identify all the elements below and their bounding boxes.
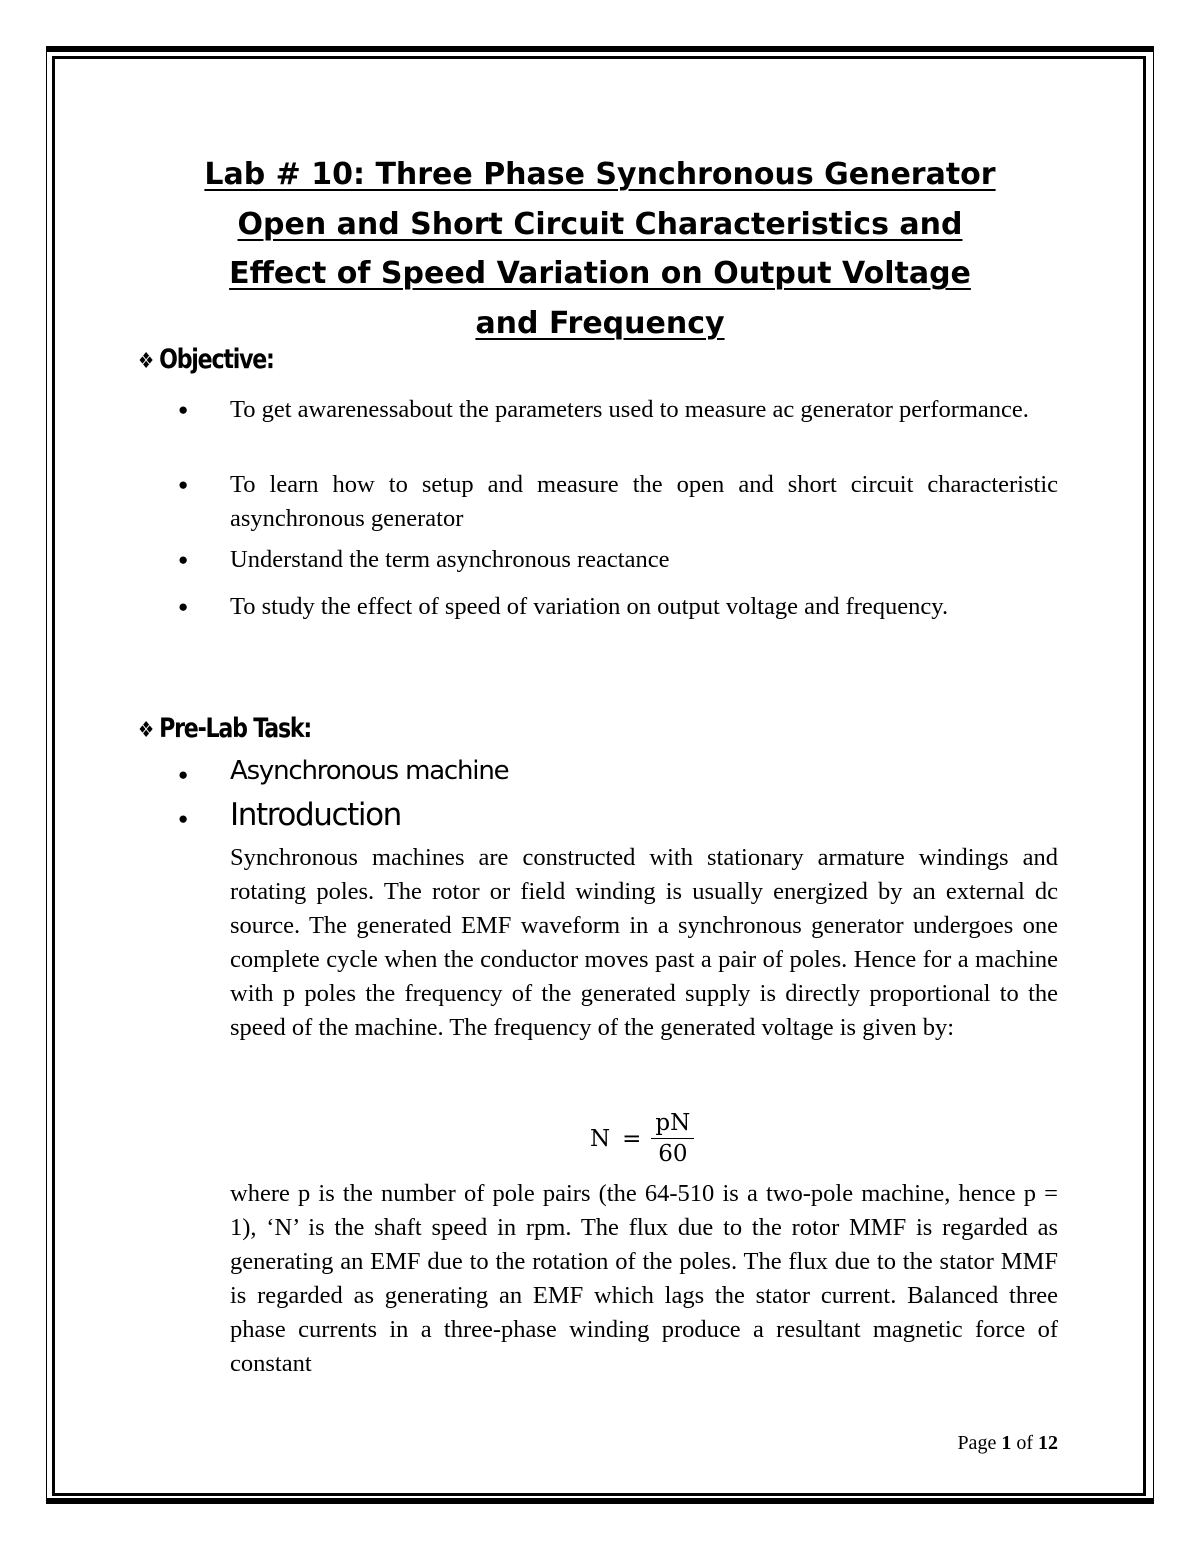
bullet-icon: ● (178, 400, 189, 419)
lab-title (100, 150, 1100, 348)
diamond-bullet-icon: ❖ (138, 349, 155, 374)
of-label: of (1016, 1432, 1033, 1454)
bullet-icon: ● (178, 475, 189, 494)
prelab-heading-text: Pre-Lab Task: (159, 713, 312, 744)
objective-item: To study the effect of speed of variation on output voltage and frequency. (230, 593, 949, 620)
page-total: 12 (1038, 1432, 1058, 1454)
objective-item: To get awarenessabout the parameters used to measure ac generator performance. (230, 396, 1029, 423)
title-line-1: Lab # 10: Three Phase Synchronous Generator (204, 157, 996, 192)
title-line-3: Effect of Speed Variation on Output Voltage (229, 256, 971, 291)
objective-heading (138, 344, 274, 375)
objective-item: Understand the term asynchronous reactance (230, 546, 670, 573)
prelab-heading (138, 713, 311, 744)
bullet-icon: ● (178, 597, 189, 616)
formula-numerator: pN (651, 1110, 694, 1139)
title-line-4: and Frequency (475, 305, 725, 341)
frequency-formula (590, 1110, 694, 1167)
intro-paragraph: Synchronous machines are constructed with stationary armature windings and rotating poles. The rotor or field winding is usually energized by an external dc source. The generated EMF waveform in a synchronous generator undergoes one complete cycle when the conductor moves past a pair of poles. Hence for a machine with p poles the frequency of the generated supply is directly proportional to the speed of the machine. The frequency of the generated voltage is given by: (230, 844, 1058, 1041)
bullet-icon: ● (178, 765, 189, 784)
formula-lhs: N (590, 1125, 611, 1152)
objective-heading-text: Objective: (159, 344, 274, 375)
objective-item: To learn how to setup and measure the open and short circuit characteristic asynchronous generator (230, 471, 1058, 532)
bullet-icon: ● (178, 809, 189, 828)
diamond-bullet-icon: ❖ (138, 718, 155, 743)
formula-fraction (651, 1110, 694, 1167)
explanation-paragraph: where p is the number of pole pairs (the 64-510 is a two-pole machine, hence p = 1), ‘N’ is the shaft speed in rpm. The flux due to the rotor MMF is regarded as generating an EMF due to the rotation of the poles. The flux due to the stator MMF is regarded as generating an EMF which lags the stator current. Balanced three phase currents in a three-phase winding produce a resultant magnetic force of constant (230, 1180, 1058, 1377)
page-label: Page (957, 1432, 997, 1454)
formula-denominator: 60 (658, 1141, 688, 1167)
formula-equals: = (622, 1125, 642, 1152)
page-number: 1 (1001, 1432, 1012, 1454)
prelab-item-asynchronous-machine: Asynchronous machine (230, 756, 509, 786)
prelab-item-introduction: Introduction (230, 797, 401, 833)
title-line-2: Open and Short Circuit Characteristics and (237, 206, 963, 242)
page-footer (957, 1432, 1058, 1455)
bullet-icon: ● (178, 550, 189, 569)
